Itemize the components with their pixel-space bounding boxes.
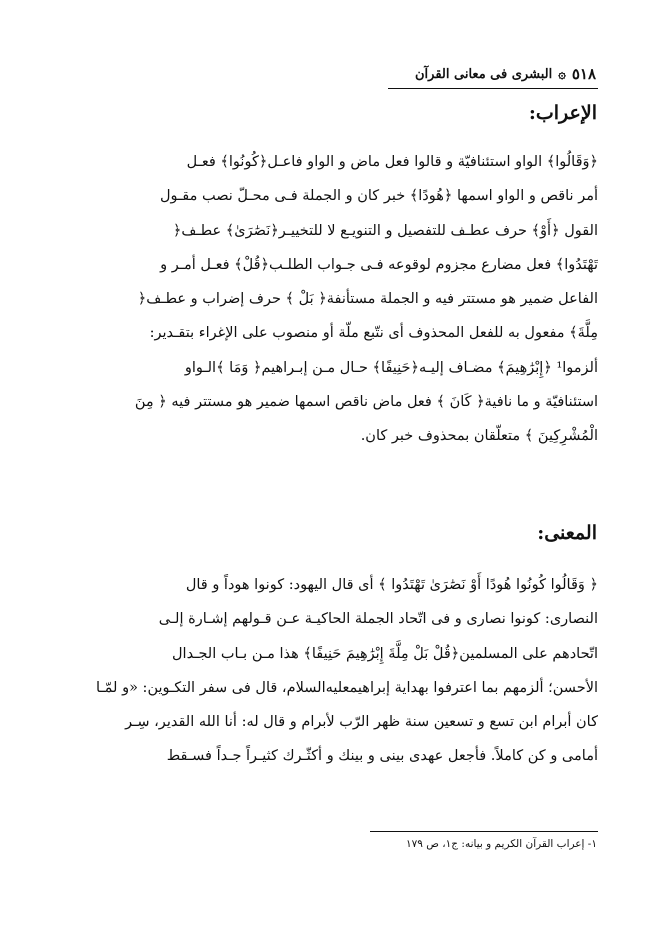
text-line: أمر ناقص و الواو اسمها ﴿هُودًا﴾ خبر كان و الجملة فـی محـلّ نصب مقـول: [159, 188, 598, 205]
text-line: ألزموا¹ ﴿إِبْرَٰهِيمَ﴾ مضـاف إليـه﴿حَنِيفًا﴾ حـال مـن إبـراهيم﴿ وَمَا ﴾الـواو: [184, 359, 598, 376]
text-line: الأحسن؛ ألزمهم بما اعترفوا بهداية إبراهيمعليه‌السلام، قال فی سفر التكـوين: «و لمّـا: [96, 679, 598, 696]
section-maana-body: [72, 568, 598, 774]
text-line: تَهْتَدُوا﴾ فعل مضارع مجزوم لوقوعه فـی جـواب الطلـب﴿قُلْ﴾ فعـل أمـر و: [160, 256, 598, 273]
text-line: الفاعل ضمير هو مستتر فيه و الجملة مستأنفة﴿ بَلْ ﴾ حرف إضراب و عطـف﴿: [137, 291, 598, 308]
footnote: ١- إعراب القرآن الكريم و بيانه: ج١، ص ١٧٩: [405, 838, 597, 850]
text-line: اتّحادهم علی المسلمين﴿قُلْ بَلْ مِلَّةَ إِبْرَٰهِيمَ حَنِيفًا﴾ هذا مـن بـاب الجـدال: [172, 645, 598, 662]
text-line: مِلَّةَ﴾ مفعول به للفعل المحذوف أی نتّبع ملّة أو منصوب علی الإغراء بتقـدير:: [149, 325, 598, 342]
text-line: النصاری: كونوا نصاری و فی اتّحاد الجملة الحاكيـة عـن قـولهم إشـارة إلـی: [158, 611, 598, 628]
ornament-icon: ۞: [558, 66, 566, 82]
text-line: القول ﴿أَوْ﴾ حرف عطـف للتفصيل و التنويـع لا للتخييـر﴿نَصَٰرَىٰ﴾ عطـف﴿: [172, 222, 598, 239]
footnote-rule: [370, 831, 598, 832]
text-line: كان أبرام ابن تسع و تسعين سنة ظهر الرّب لأبرام و قال له: أنا الله القدير، سِـر: [125, 714, 598, 731]
text-line: أمامی و كن كاملاً. فأجعل عهدی بينی و بينك و أكثّـرك كثيـراً جـداً فسـقط: [166, 748, 598, 765]
text-line: استئنافيّة و ما نافية﴿ كَانَ ﴾ فعل ماض ناقص اسمها ضمير هو مستتر فيه ﴿ مِنَ: [134, 394, 598, 411]
section-heading-maana: المعنی:: [537, 522, 597, 544]
section-irab-body: [72, 145, 598, 454]
book-title: البشری فی معانی القرآن: [415, 66, 553, 82]
page-number: ٥١٨: [571, 65, 596, 83]
section-heading-irab: الإعراب:: [528, 102, 597, 124]
header-rule: [388, 88, 598, 89]
text-line: الْمُشْرِكِينَ ﴾ متعلّقان بمحذوف خبر كان.: [360, 428, 598, 445]
text-line: ﴿ وَقَالُوا كُونُوا هُودًا أَوْ نَصَٰرَىٰ تَهْتَدُوا ﴾ أی قال اليهود: كونوا هوداً و قال: [185, 577, 598, 593]
text-line: ﴿وَقَالُوا﴾ الواو استئنافيّة و قالوا فعل ماض و الواو فاعـل﴿كُونُوا﴾ فعـل: [186, 154, 598, 170]
running-header: [388, 62, 596, 86]
